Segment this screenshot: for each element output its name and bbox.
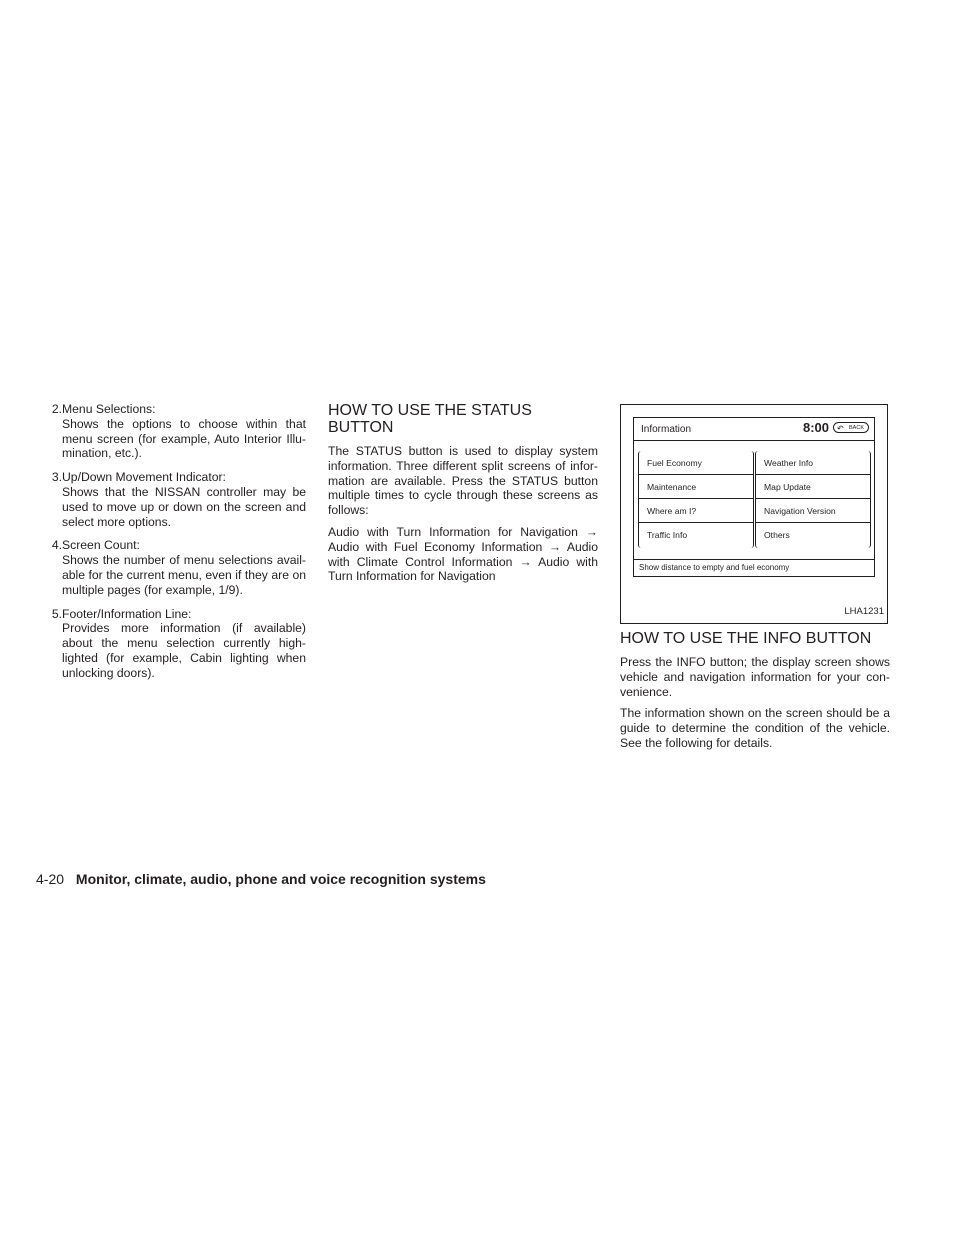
page-number: 4-20 — [36, 871, 65, 887]
menu-item-weather-info[interactable]: Weather Info — [755, 451, 871, 475]
page-footer — [36, 871, 486, 887]
column-menu-descriptions — [40, 402, 306, 690]
item-number: 4. — [51, 538, 62, 553]
figure-code: LHA1231 — [844, 606, 884, 618]
menu-item-where-am-i[interactable]: Where am I? — [638, 499, 754, 523]
list-item — [40, 470, 306, 529]
paragraph: The information shown on the screen should be a guide to determine the condition of the vehicle. See the following for details. — [620, 706, 890, 750]
column-status-button — [328, 402, 598, 591]
screen-title: Information — [641, 424, 692, 435]
paragraph: Audio with Turn Information for Navigation → Audio with Fuel Economy Information → Audio with Climate Control Information → Audio with Turn Information for Navigation — [328, 524, 598, 584]
info-screen-figure — [620, 404, 888, 624]
section-title: Monitor, climate, audio, phone and voice recognition systems — [75, 871, 486, 887]
item-title: Menu Selections: — [62, 402, 156, 416]
info-screen — [633, 417, 875, 577]
item-title: Up/Down Movement Indicator: — [62, 470, 226, 485]
menu-grid — [638, 451, 871, 548]
menu-column-right — [755, 451, 871, 548]
section-heading-status: HOW TO USE THE STATUS BUTTON — [328, 402, 532, 436]
menu-item-maintenance[interactable]: Maintenance — [638, 475, 754, 499]
item-number: 5. — [51, 606, 62, 621]
menu-column-left — [638, 451, 754, 548]
back-label: BACK — [849, 425, 864, 431]
back-arrow-icon: ↶ — [837, 424, 844, 433]
list-item — [40, 607, 306, 681]
paragraph: The STATUS button is used to display system information. Three different split screens of infor-mation are available. Press the STATUS button multiple times to cycle through these screens as follows: — [328, 444, 598, 518]
item-number: 3. — [51, 470, 62, 485]
menu-item-navigation-version[interactable]: Navigation Version — [755, 499, 871, 523]
item-description: Shows that the NISSAN controller may be used to move up or down on the screen and select more options. — [62, 484, 306, 529]
list-item — [40, 402, 306, 461]
clock: 8:00 — [802, 420, 829, 435]
menu-item-fuel-economy[interactable]: Fuel Economy — [638, 451, 754, 475]
item-description: Shows the options to choose within that menu screen (for example, Auto Interior Illu-mination, etc.). — [62, 416, 306, 461]
back-button[interactable] — [833, 422, 869, 433]
paragraph: Press the INFO button; the display screen shows vehicle and navigation information for your con-venience. — [620, 655, 890, 699]
item-number: 2. — [51, 402, 62, 416]
menu-item-traffic-info[interactable]: Traffic Info — [647, 530, 688, 540]
item-description: Provides more information (if available) about the menu selection currently high-lighted (for example, Cabin lighting when unlocking doors). — [62, 621, 306, 680]
column-info-button — [620, 404, 890, 758]
screen-header — [634, 418, 874, 441]
menu-item-others[interactable]: Others — [764, 530, 790, 540]
section-heading-info: HOW TO USE THE INFO BUTTON — [620, 630, 872, 647]
list-item — [40, 538, 306, 597]
menu-item-map-update[interactable]: Map Update — [755, 475, 871, 499]
item-title: Footer/Information Line: — [62, 606, 192, 621]
item-description: Shows the number of menu selections avail-able for the current menu, even if they are on multiple pages (for example, 1/9). — [62, 553, 306, 597]
screen-footer-line: Show distance to empty and fuel economy — [634, 559, 874, 576]
item-title: Screen Count: — [62, 538, 140, 553]
